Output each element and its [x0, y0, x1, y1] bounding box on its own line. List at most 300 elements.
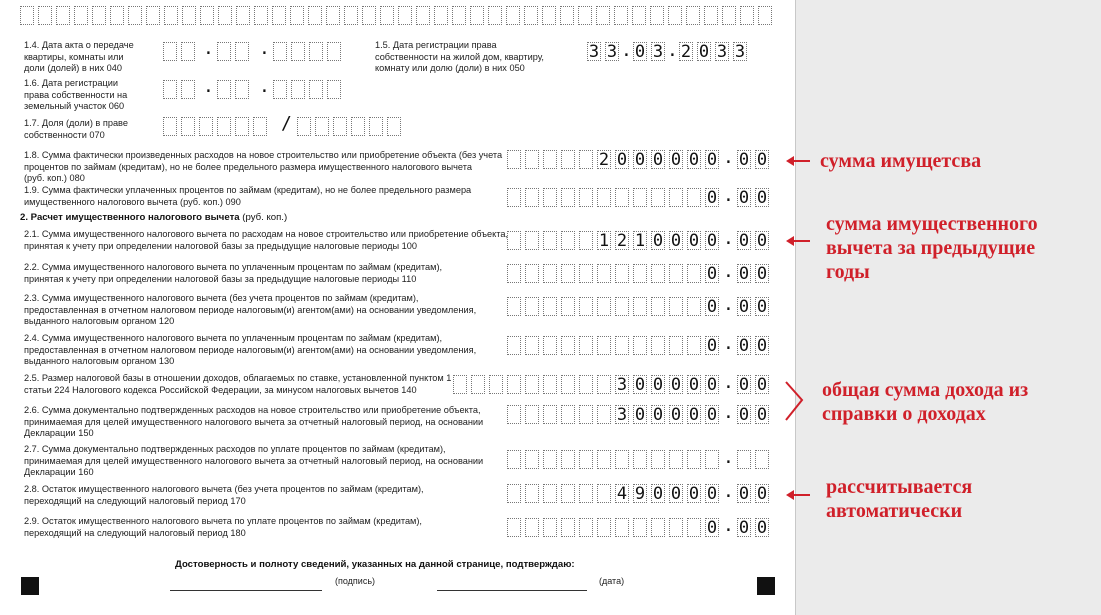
digit-cell: 0	[652, 150, 664, 170]
digit-cell: 0	[706, 264, 718, 284]
digit-cell	[507, 405, 521, 424]
digit-cell: 3	[734, 42, 746, 62]
digit-cell	[651, 188, 665, 207]
digit-cell	[543, 231, 557, 250]
digit-cell	[200, 6, 214, 25]
digit-cell: 0	[756, 188, 768, 208]
digit-cell	[434, 6, 448, 25]
digit-cell: 0	[738, 150, 750, 170]
amount-field-110[interactable]	[507, 261, 775, 284]
digit-cell	[525, 484, 539, 503]
digit-cell	[507, 484, 521, 503]
digit-cell	[416, 6, 430, 25]
digit-cell	[614, 6, 628, 25]
brace-140-150	[782, 380, 812, 422]
digit-cell	[687, 336, 701, 355]
digit-cell	[740, 6, 754, 25]
digit-cell	[182, 6, 196, 25]
digit-cell: 0	[616, 150, 628, 170]
digit-cell	[525, 231, 539, 250]
digit-cell	[687, 518, 701, 537]
digit-cell	[163, 117, 177, 136]
digit-cell	[351, 117, 365, 136]
amount-field-160[interactable]	[507, 447, 775, 469]
digit-cell: 0	[688, 375, 700, 395]
cell-group	[163, 117, 271, 136]
digit-cell	[327, 80, 341, 99]
digit-cell: 3	[652, 42, 664, 62]
digit-cell: 0	[706, 231, 718, 251]
cell-group	[737, 336, 773, 355]
digit-cell	[217, 42, 231, 61]
digit-cell	[128, 6, 142, 25]
label-080: 1.8. Сумма фактически произведенных расходов на новое строительство или приобретение объекта (без учета процентов по займам (кредитам), но не более предельного размера имущественного налогового вычета (руб. коп.) 080	[24, 150, 503, 183]
amount-field-170[interactable]	[507, 481, 775, 504]
digit-cell	[579, 264, 593, 283]
digit-cell	[579, 405, 593, 424]
cell-group	[507, 150, 723, 169]
digit-cell	[254, 6, 268, 25]
digit-cell	[525, 150, 539, 169]
digit-cell: 0	[738, 188, 750, 208]
digit-cell	[633, 450, 647, 469]
cell-group	[737, 450, 773, 469]
digit-cell: 0	[738, 484, 750, 504]
digit-cell	[615, 188, 629, 207]
digit-cell	[181, 80, 195, 99]
digit-cell	[597, 375, 611, 394]
digit-cell	[146, 6, 160, 25]
digit-cell: 1	[634, 231, 646, 251]
digit-cell	[561, 336, 575, 355]
digit-cell: 0	[756, 336, 768, 356]
digit-cell	[236, 6, 250, 25]
digit-cell: 0	[634, 375, 646, 395]
cell-group	[633, 42, 669, 61]
digit-cell	[525, 297, 539, 316]
digit-cell	[579, 450, 593, 469]
digit-cell	[217, 80, 231, 99]
digit-cell	[687, 450, 701, 469]
digit-cell	[669, 336, 683, 355]
digit-cell	[597, 518, 611, 537]
digit-cell: 0	[698, 42, 710, 62]
page-marker-right	[757, 577, 775, 595]
annotation-auto-calculated: рассчитывается автоматически	[826, 476, 973, 522]
annotation-previous-deduction: сумма имущественного вычета за предыдущие годы	[826, 213, 1038, 283]
digit-cell	[651, 264, 665, 283]
digit-cell	[651, 297, 665, 316]
digit-cell: 0	[756, 297, 768, 317]
date-line[interactable]	[437, 590, 587, 591]
signature-line[interactable]	[170, 590, 322, 591]
annotation-income-total: общая сумма дохода из справки о доходах	[822, 379, 1029, 425]
digit-cell	[705, 450, 719, 469]
digit-cell: 0	[756, 405, 768, 425]
cell-group	[507, 405, 723, 424]
digit-cell	[488, 6, 502, 25]
digit-cell	[597, 450, 611, 469]
digit-cell	[543, 518, 557, 537]
digit-cell	[755, 450, 769, 469]
section-2-title	[20, 212, 287, 223]
cell-group	[737, 297, 773, 316]
digit-cell	[309, 42, 323, 61]
separator: /	[281, 113, 292, 134]
digit-cell: 0	[670, 405, 682, 425]
separator: .	[203, 76, 214, 97]
label-130: 2.4. Сумма имущественного налогового вычета по уплаченным процентам по займам (кредитам), предоставленная в отчетном налоговом периоде налоговым(и) агентом(ами) на основании уведомления, выданного налоговым органом 130	[24, 333, 477, 366]
digit-cell	[597, 405, 611, 424]
cell-group	[737, 188, 773, 207]
digit-cell	[297, 117, 311, 136]
digit-cell: 0	[738, 297, 750, 317]
digit-cell: 0	[706, 150, 718, 170]
digit-cell	[561, 375, 575, 394]
digit-cell	[650, 6, 664, 25]
digit-cell: 0	[756, 264, 768, 284]
cell-group	[507, 264, 723, 283]
digit-cell	[470, 6, 484, 25]
cell-group	[737, 375, 773, 394]
section-2-unit: (руб. коп.)	[242, 212, 288, 223]
cell-group	[737, 231, 773, 250]
digit-cell	[235, 117, 249, 136]
cell-group	[273, 42, 345, 61]
digit-cell	[758, 6, 772, 25]
digit-cell	[543, 484, 557, 503]
digit-cell	[344, 6, 358, 25]
decimal-point: .	[723, 333, 734, 354]
digit-cell	[525, 264, 539, 283]
digit-cell	[524, 6, 538, 25]
digit-cell: 9	[634, 484, 646, 504]
digit-cell	[164, 6, 178, 25]
digit-cell	[543, 405, 557, 424]
digit-cell	[273, 42, 287, 61]
digit-cell	[615, 450, 629, 469]
separator: .	[203, 38, 214, 59]
digit-cell: 0	[688, 231, 700, 251]
digit-cell	[543, 188, 557, 207]
digit-cell: 0	[738, 264, 750, 284]
label-150: 2.6. Сумма документально подтвержденных расходов на новое строительство или приобретение объекта, принимаемая для целей имущественного налогового вычета за отчетный налоговый период, на основании Декларации 150	[24, 405, 484, 438]
digit-cell: 0	[738, 518, 750, 538]
decimal-point: .	[723, 402, 734, 423]
digit-cell: 0	[756, 231, 768, 251]
cell-group	[217, 42, 253, 61]
digit-cell	[542, 6, 556, 25]
top-cells-row	[20, 6, 776, 25]
separator: .	[621, 40, 632, 61]
digit-cell	[669, 450, 683, 469]
separator: .	[259, 76, 270, 97]
digit-cell: 0	[652, 375, 664, 395]
digit-cell	[110, 6, 124, 25]
digit-cell: 0	[738, 375, 750, 395]
digit-cell: 0	[634, 42, 646, 62]
digit-cell: 3	[588, 42, 600, 62]
digit-cell	[291, 80, 305, 99]
digit-cell	[507, 264, 521, 283]
arrow-100	[788, 240, 810, 242]
digit-cell	[579, 150, 593, 169]
digit-cell: 0	[756, 375, 768, 395]
digit-cell	[217, 117, 231, 136]
digit-cell	[543, 297, 557, 316]
digit-cell: 0	[706, 484, 718, 504]
label-110: 2.2. Сумма имущественного налогового вычета по уплаченным процентам по займам (кредитам), принятая к учету при определении налоговой базы за предыдущие налоговые периоды 110	[24, 262, 443, 284]
digit-cell: 0	[706, 375, 718, 395]
digit-cell: 0	[652, 405, 664, 425]
digit-cell	[543, 264, 557, 283]
digit-cell	[290, 6, 304, 25]
arrow-170	[788, 494, 810, 496]
digit-cell	[525, 375, 539, 394]
cell-group	[217, 80, 253, 99]
digit-cell	[561, 484, 575, 503]
cell-group	[507, 518, 723, 537]
cell-group	[507, 297, 723, 316]
digit-cell: 0	[756, 518, 768, 538]
digit-cell	[737, 450, 751, 469]
digit-cell	[561, 231, 575, 250]
cell-group	[679, 42, 751, 61]
digit-cell: 0	[652, 231, 664, 251]
digit-cell	[507, 188, 521, 207]
label-070: 1.7. Доля (доли) в праве собственности 070	[24, 118, 128, 140]
cell-group	[507, 231, 723, 250]
digit-cell	[615, 264, 629, 283]
digit-cell	[615, 336, 629, 355]
label-120: 2.3. Сумма имущественного налогового вычета (без учета процентов по займам (кредитам), предоставленная в отчетном налоговом периоде налоговым(и) агентом(ами) на основании уведомления, выданного налоговым органом 120	[24, 293, 477, 326]
digit-cell	[669, 297, 683, 316]
cell-group	[297, 117, 405, 136]
digit-cell	[253, 117, 267, 136]
digit-cell: 0	[688, 405, 700, 425]
decimal-point: .	[723, 294, 734, 315]
digit-cell: 0	[688, 484, 700, 504]
digit-cell	[398, 6, 412, 25]
cell-group	[507, 450, 723, 469]
digit-cell	[561, 150, 575, 169]
label-160: 2.7. Сумма документально подтвержденных расходов по уплате процентов по займам (кредитам), принимаемая для целей имущественного налогового вычета за отчетный налоговый период, на основании Декларации 160	[24, 444, 484, 477]
decimal-point: .	[723, 228, 734, 249]
digit-cell	[651, 518, 665, 537]
amount-field-090[interactable]	[507, 185, 775, 208]
digit-cell	[272, 6, 286, 25]
digit-cell	[687, 188, 701, 207]
cell-group	[507, 336, 723, 355]
digit-cell: 3	[606, 42, 618, 62]
confirmation-text: Достоверность и полноту сведений, указанных на данной странице, подтверждаю:	[175, 559, 575, 570]
digit-cell	[507, 518, 521, 537]
date-caption: (дата)	[599, 576, 625, 586]
digit-cell	[235, 42, 249, 61]
digit-cell	[633, 188, 647, 207]
digit-cell	[633, 336, 647, 355]
digit-cell: 3	[616, 375, 628, 395]
cell-group	[737, 518, 773, 537]
digit-cell	[651, 336, 665, 355]
digit-cell: 0	[706, 336, 718, 356]
digit-cell	[163, 80, 177, 99]
digit-cell	[507, 150, 521, 169]
decimal-point: .	[723, 481, 734, 502]
digit-cell: 2	[616, 231, 628, 251]
digit-cell	[369, 117, 383, 136]
cell-group	[507, 484, 723, 503]
digit-cell: 0	[756, 150, 768, 170]
digit-cell	[579, 297, 593, 316]
digit-cell	[633, 264, 647, 283]
digit-cell	[651, 450, 665, 469]
digit-cell	[315, 117, 329, 136]
label-060: 1.6. Дата регистрации права собственности на земельный участок 060	[24, 78, 128, 111]
label-100: 2.1. Сумма имущественного налогового вычета по расходам на новое строительство или приобретение объекта, принятая к учету при определении налоговой базы за предыдущие налоговые периоды 100	[24, 229, 508, 251]
digit-cell: 0	[634, 150, 646, 170]
digit-cell	[687, 264, 701, 283]
label-040: 1.4. Дата акта о передаче квартиры, комнаты или доли (долей) в них 040	[24, 40, 134, 73]
digit-cell	[669, 264, 683, 283]
digit-cell	[543, 336, 557, 355]
digit-cell	[507, 231, 521, 250]
digit-cell	[561, 405, 575, 424]
digit-cell	[525, 450, 539, 469]
digit-cell	[489, 375, 503, 394]
digit-cell	[507, 375, 521, 394]
digit-cell	[327, 42, 341, 61]
cell-group	[163, 80, 199, 99]
annotation-property-sum: сумма имущетсва	[820, 150, 982, 172]
digit-cell: 0	[756, 484, 768, 504]
label-180: 2.9. Остаток имущественного налогового вычета по уплате процентов по займам (кредитам), переходящий на следующий налоговый период 180	[24, 516, 422, 538]
decimal-point: .	[723, 185, 734, 206]
digit-cell	[561, 518, 575, 537]
digit-cell	[579, 336, 593, 355]
digit-cell: 3	[616, 405, 628, 425]
digit-cell	[543, 375, 557, 394]
arrow-080	[788, 160, 810, 162]
digit-cell	[453, 375, 467, 394]
digit-cell	[561, 297, 575, 316]
digit-cell: 0	[670, 375, 682, 395]
digit-cell	[452, 6, 466, 25]
digit-cell: 0	[634, 405, 646, 425]
digit-cell: 1	[598, 231, 610, 251]
cell-group	[737, 150, 773, 169]
digit-cell	[579, 484, 593, 503]
label-140: 2.5. Размер налоговой базы в отношении доходов, облагаемых по ставке, установленной пунктом 1 статьи 224 Налогового кодекса Российской Федерации, за минусом налоговых вычетов 140	[24, 373, 452, 395]
digit-cell	[273, 80, 287, 99]
digit-cell	[561, 264, 575, 283]
amount-field-100[interactable]	[507, 228, 775, 251]
digit-cell	[309, 80, 323, 99]
digit-cell	[560, 6, 574, 25]
label-090: 1.9. Сумма фактически уплаченных процентов по займам (кредитам), но не более предельного размера имущественного налогового вычета (руб. коп.) 090	[24, 185, 472, 207]
amount-field-080[interactable]	[507, 147, 775, 170]
digit-cell	[633, 297, 647, 316]
cell-group	[163, 42, 199, 61]
cell-group	[587, 42, 623, 61]
digit-cell	[615, 518, 629, 537]
page-marker-left	[21, 577, 39, 595]
digit-cell: 0	[688, 150, 700, 170]
digit-cell	[597, 297, 611, 316]
digit-cell	[687, 297, 701, 316]
digit-cell: 0	[670, 150, 682, 170]
digit-cell: 4	[616, 484, 628, 504]
digit-cell	[704, 6, 718, 25]
digit-cell	[387, 117, 401, 136]
section-2-title-text: 2. Расчет имущественного налогового вычета	[20, 212, 240, 223]
digit-cell: 0	[652, 484, 664, 504]
digit-cell	[163, 42, 177, 61]
digit-cell	[199, 117, 213, 136]
amount-field-130[interactable]	[507, 333, 775, 356]
digit-cell	[722, 6, 736, 25]
digit-cell	[38, 6, 52, 25]
separator: .	[667, 40, 678, 61]
cell-group	[737, 264, 773, 283]
cell-group	[453, 375, 723, 394]
digit-cell	[579, 375, 593, 394]
digit-cell	[597, 336, 611, 355]
digit-cell	[543, 150, 557, 169]
digit-cell: 2	[598, 150, 610, 170]
digit-cell	[669, 518, 683, 537]
digit-cell	[525, 405, 539, 424]
digit-cell	[543, 450, 557, 469]
digit-cell	[597, 188, 611, 207]
signature-caption: (подпись)	[335, 576, 376, 586]
amount-field-140[interactable]	[453, 372, 775, 395]
cell-group	[273, 80, 345, 99]
decimal-point: .	[723, 447, 734, 468]
digit-cell: 0	[738, 405, 750, 425]
digit-cell: 0	[738, 231, 750, 251]
digit-cell	[525, 518, 539, 537]
digit-cell	[669, 188, 683, 207]
digit-cell: 0	[738, 336, 750, 356]
digit-cell	[471, 375, 485, 394]
amount-field-120[interactable]	[507, 294, 775, 317]
label-170: 2.8. Остаток имущественного налогового вычета (без учета процентов по займам (кредитам), переходящий на следующий налоговый период 170	[24, 484, 424, 506]
cell-group	[737, 484, 773, 503]
amount-field-150[interactable]	[507, 402, 775, 425]
separator: .	[259, 38, 270, 59]
digit-cell	[578, 6, 592, 25]
digit-cell	[579, 188, 593, 207]
digit-cell	[597, 264, 611, 283]
digit-cell	[218, 6, 232, 25]
decimal-point: .	[723, 261, 734, 282]
digit-cell	[597, 484, 611, 503]
amount-field-180[interactable]	[507, 515, 775, 538]
digit-cell	[506, 6, 520, 25]
digit-cell	[507, 297, 521, 316]
digit-cell	[525, 188, 539, 207]
decimal-point: .	[723, 515, 734, 536]
digit-cell	[632, 6, 646, 25]
digit-cell	[308, 6, 322, 25]
digit-cell	[561, 450, 575, 469]
digit-cell	[507, 336, 521, 355]
digit-cell	[181, 42, 195, 61]
digit-cell	[507, 450, 521, 469]
digit-cell: 0	[706, 188, 718, 208]
digit-cell	[561, 188, 575, 207]
